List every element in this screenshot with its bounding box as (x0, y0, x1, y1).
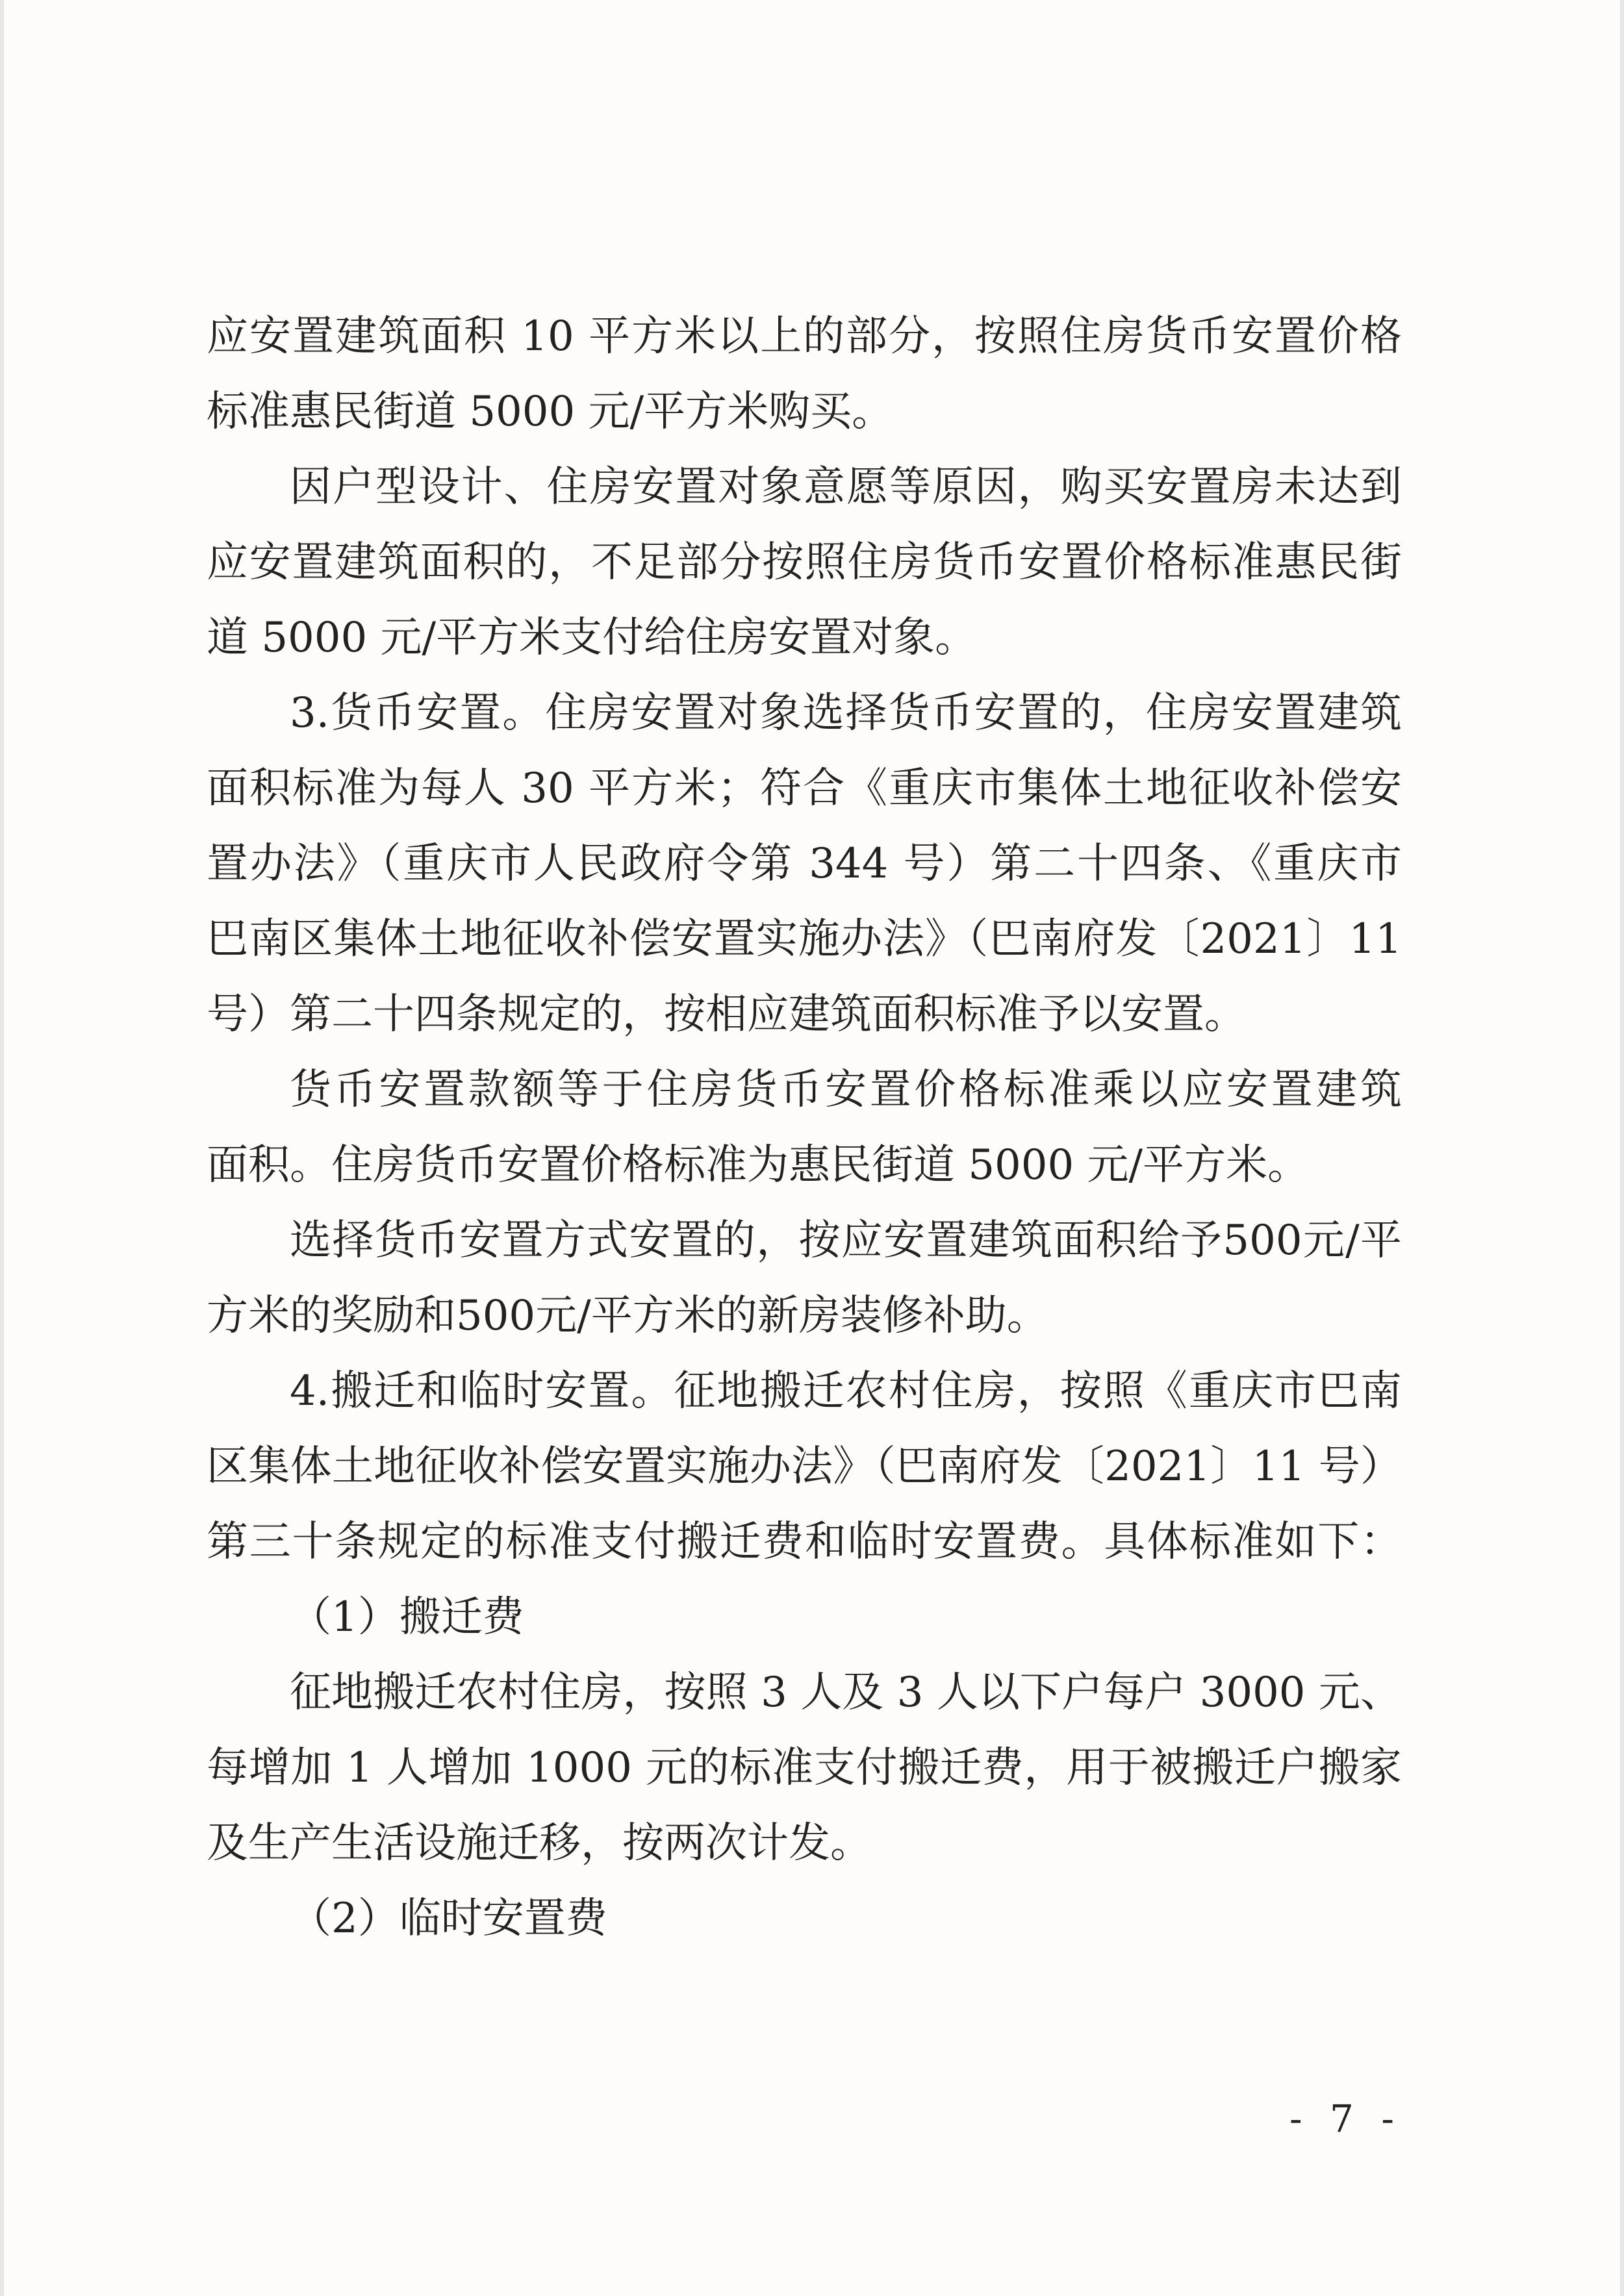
text-line: 每增加 1 人增加 1000 元的标准支付搬迁费，用于被搬迁户搬家 (207, 1744, 1402, 1792)
page-number: - 7 - (1289, 2097, 1402, 2141)
text-line: 选择货币安置方式安置的，按应安置建筑面积给予500元/平 (290, 1217, 1402, 1265)
text-line: 征地搬迁农村住房，按照 3 人及 3 人以下户每户 3000 元、 (290, 1669, 1402, 1717)
text-line: 面积。住房货币安置价格标准为惠民街道 5000 元/平方米。 (207, 1141, 1310, 1189)
text-line: 方米的奖励和500元/平方米的新房装修补助。 (207, 1292, 1048, 1340)
text-line: 4.搬迁和临时安置。征地搬迁农村住房，按照《重庆市巴南 (290, 1367, 1402, 1415)
text-line: 3.货币安置。住房安置对象选择货币安置的，住房安置建筑 (290, 689, 1402, 737)
section-heading: （2）临时安置费 (290, 1895, 607, 1943)
text-line: 及生产生活设施迁移，按两次计发。 (207, 1819, 872, 1867)
text-line: 道 5000 元/平方米支付给住房安置对象。 (207, 614, 977, 662)
text-line: 应安置建筑面积 10 平方米以上的部分，按照住房货币安置价格 (207, 312, 1402, 360)
text-line: 号）第二十四条规定的，按相应建筑面积标准予以安置。 (207, 990, 1246, 1039)
text-line: 置办法》（重庆市人民政府令第 344 号）第二十四条、《重庆市 (207, 840, 1402, 888)
text-line: 标准惠民街道 5000 元/平方米购买。 (207, 388, 894, 436)
text-line: 应安置建筑面积的，不足部分按照住房货币安置价格标准惠民街 (207, 538, 1402, 587)
text-line: 因户型设计、住房安置对象意愿等原因，购买安置房未达到 (290, 463, 1402, 511)
section-heading: （1）搬迁费 (290, 1593, 524, 1641)
text-line: 面积标准为每人 30 平方米；符合《重庆市集体土地征收补偿安 (207, 764, 1402, 813)
text-line: 区集体土地征收补偿安置实施办法》（巴南府发〔2021〕11 号） (207, 1443, 1402, 1491)
text-line: 巴南区集体土地征收补偿安置实施办法》（巴南府发〔2021〕11 (207, 915, 1402, 963)
document-body (207, 299, 1402, 1956)
text-line: 第三十条规定的标准支付搬迁费和临时安置费。具体标准如下： (207, 1518, 1402, 1566)
text-line: 货币安置款额等于住房货币安置价格标准乘以应安置建筑 (290, 1066, 1402, 1114)
